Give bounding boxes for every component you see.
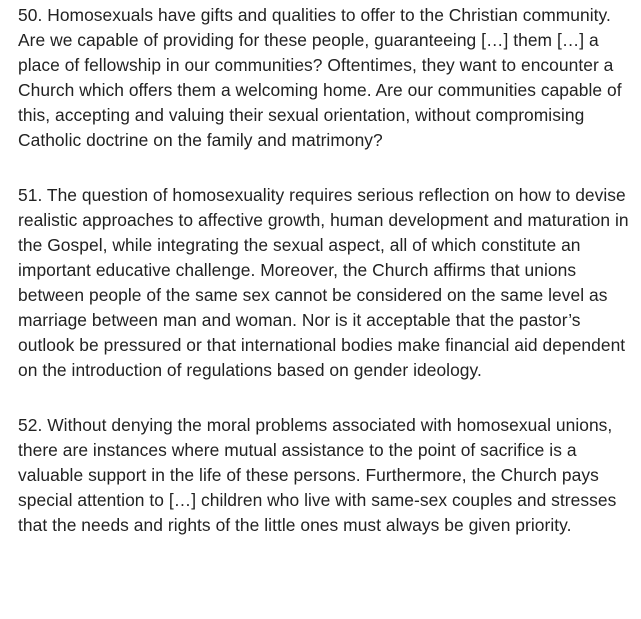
paragraph-number: 51.: [18, 185, 43, 205]
paragraph-number: 52.: [18, 415, 43, 435]
paragraph-50: [18, 3, 629, 153]
paragraph-text: Without denying the moral problems associated with homosexual unions, there are instances where mutual assistance to the point of sacrifice is a valuable support in the life of these persons. Furthermore, the Church pays special attention to […] children who live with same-sex couples and stresses that the needs and rights of the little ones must always be given priority.: [18, 415, 617, 535]
paragraph-number: 50.: [18, 5, 43, 25]
paragraph-text: Homosexuals have gifts and qualities to offer to the Christian community. Are we capable of providing for these people, guaranteeing […] them […] a place of fellowship in our communities? Oftentimes, they want to encounter a Church which offers them a welcoming home. Are our communities capable of this, accepting and valuing their sexual orientation, without compromising Catholic doctrine on the family and matrimony?: [18, 5, 622, 150]
paragraph-text: The question of homosexuality requires serious reflection on how to devise realistic approaches to affective growth, human development and maturation in the Gospel, while integrating the sexual aspect, all of which constitute an important educative challenge. Moreover, the Church affirms that unions between people of the same sex cannot be considered on the same level as marriage between man and woman. Nor is it acceptable that the pastor’s outlook be pressured or that international bodies make financial aid dependent on the introduction of regulations based on gender ideology.: [18, 185, 629, 380]
paragraph-52: [18, 413, 629, 538]
paragraph-51: [18, 183, 629, 383]
